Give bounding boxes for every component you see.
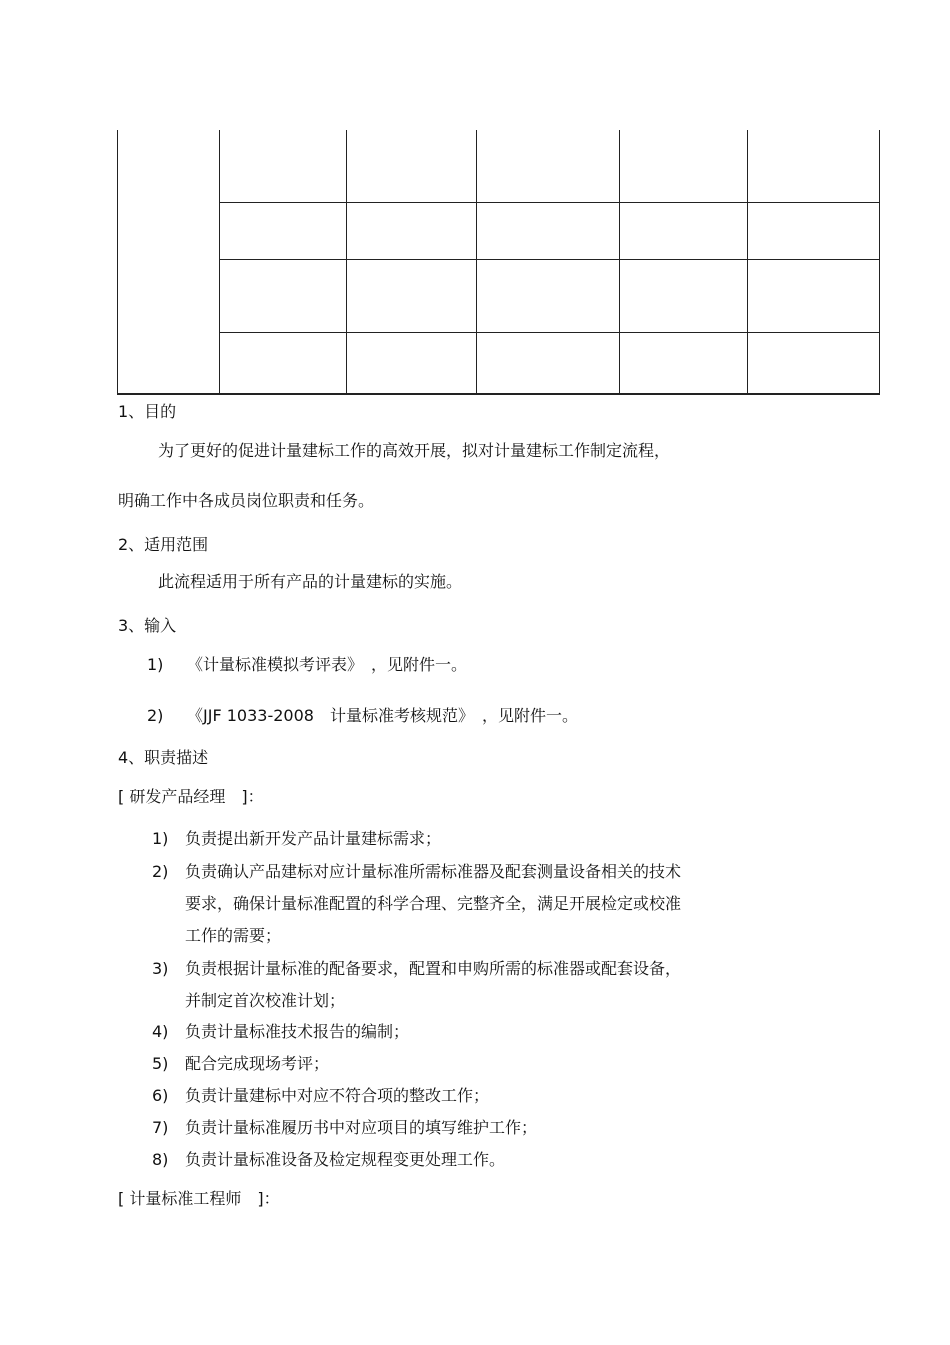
list-number: 2) <box>152 862 169 881</box>
list-item: 《JJF 1033-2008 计量标准考核规范》 ，见附件一。 <box>187 706 578 725</box>
table-fragment <box>117 130 880 395</box>
table-vline <box>117 130 118 395</box>
section-heading: 2、适用范围 <box>118 535 209 554</box>
list-number: 1) <box>147 655 164 674</box>
list-item: 负责计量标准设备及检定规程变更处理工作。 <box>185 1150 506 1169</box>
list-item-continuation: 工作的需要； <box>185 926 282 945</box>
list-item: 负责计量标准技术报告的编制； <box>185 1022 410 1041</box>
list-item: 负责计量标准履历书中对应项目的填写维护工作； <box>185 1118 538 1137</box>
list-item-continuation: 要求，确保计量标准配置的科学合理、完整齐全，满足开展检定或校准 <box>185 894 682 913</box>
section-heading: 3、输入 <box>118 616 177 635</box>
table-hline <box>219 332 880 333</box>
role-title: [ 计量标准工程师 ]： <box>118 1189 280 1208</box>
list-item: 配合完成现场考评； <box>185 1054 330 1073</box>
section-heading: 4、职责描述 <box>118 748 209 767</box>
list-item: 《计量标准模拟考评表》 ，见附件一。 <box>187 655 468 674</box>
list-number: 7) <box>152 1118 169 1137</box>
list-number: 2) <box>147 706 164 725</box>
list-number: 8) <box>152 1150 169 1169</box>
list-item: 负责根据计量标准的配备要求，配置和申购所需的标准器或配套设备， <box>185 959 682 978</box>
list-number: 3) <box>152 959 169 978</box>
section-heading: 1、目的 <box>118 402 177 421</box>
table-hline <box>219 202 880 203</box>
paragraph-line: 明确工作中各成员岗位职责和任务。 <box>118 491 375 510</box>
table-vline <box>879 130 880 395</box>
list-number: 5) <box>152 1054 169 1073</box>
list-number: 1) <box>152 829 169 848</box>
list-item: 负责提出新开发产品计量建标需求； <box>185 829 442 848</box>
paragraph: 此流程适用于所有产品的计量建标的实施。 <box>158 572 463 591</box>
list-number: 4) <box>152 1022 169 1041</box>
table-vline <box>619 130 620 395</box>
list-item: 负责计量建标中对应不符合项的整改工作； <box>185 1086 490 1105</box>
table-vline <box>476 130 477 395</box>
table-vline <box>747 130 748 395</box>
table-vline <box>219 130 220 395</box>
list-number: 6) <box>152 1086 169 1105</box>
table-hline <box>219 259 880 260</box>
list-item: 负责确认产品建标对应计量标准所需标准器及配套测量设备相关的技术 <box>185 862 682 881</box>
role-title: [ 研发产品经理 ]： <box>118 787 264 806</box>
paragraph-line: 为了更好的促进计量建标工作的高效开展，拟对计量建标工作制定流程， <box>158 441 671 460</box>
table-vline <box>346 130 347 395</box>
table-bottom-border <box>117 393 880 395</box>
list-item-continuation: 并制定首次校准计划； <box>185 991 346 1010</box>
